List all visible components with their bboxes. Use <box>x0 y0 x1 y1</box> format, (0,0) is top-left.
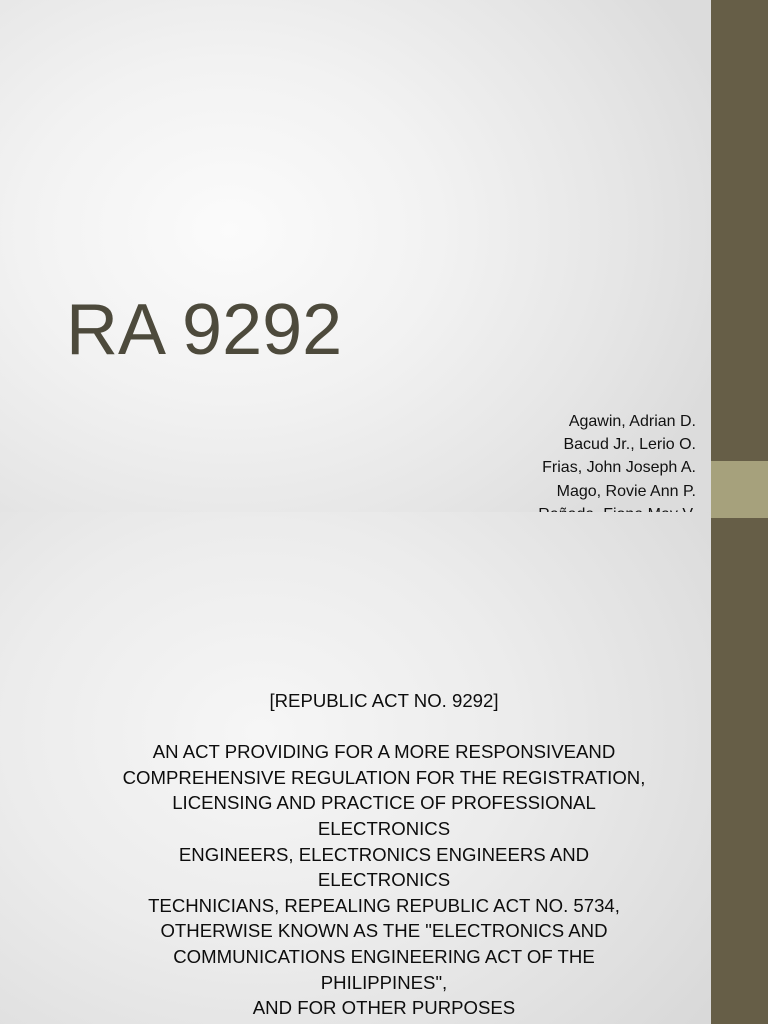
act-title-line: ELECTRONICS <box>317 817 451 839</box>
act-text-block <box>0 688 768 1021</box>
author-name: Agawin, Adrian D. <box>568 413 696 430</box>
act-title-line: TECHNICIANS, REPEALING REPUBLIC ACT NO. 5734, <box>148 894 620 916</box>
act-description-slide <box>0 512 768 1024</box>
act-title-line: COMPREHENSIVE REGULATION FOR THE REGISTRATION, <box>122 766 646 788</box>
act-title-line: LICENSING AND PRACTICE OF PROFESSIONAL <box>172 792 596 814</box>
act-title-line: AN ACT PROVIDING FOR A MORE RESPONSIVEAND <box>152 741 616 763</box>
slide-title: RA 9292 <box>66 290 343 370</box>
author-list <box>538 410 696 526</box>
author-name: Frias, John Joseph A. <box>542 459 696 477</box>
act-title-line: PHILIPPINES", <box>320 971 448 993</box>
act-title-line: COMMUNICATIONS ENGINEERING ACT OF THE <box>173 945 595 967</box>
act-title-line: AND FOR OTHER PURPOSES <box>252 997 516 1019</box>
author-name: Bacud Jr., Lerio O. <box>563 436 696 454</box>
act-title-line: ENGINEERS, ELECTRONICS ENGINEERS AND <box>178 843 590 865</box>
author-name: Mago, Rovie Ann P. <box>556 482 696 500</box>
act-number: [REPUBLIC ACT NO. 9292] <box>269 690 499 711</box>
act-title-lines <box>0 739 768 1021</box>
decorative-sidebar-accent <box>711 461 768 518</box>
act-title-line: ELECTRONICS <box>317 869 451 891</box>
act-title-line: OTHERWISE KNOWN AS THE "ELECTRONICS AND <box>160 920 608 942</box>
